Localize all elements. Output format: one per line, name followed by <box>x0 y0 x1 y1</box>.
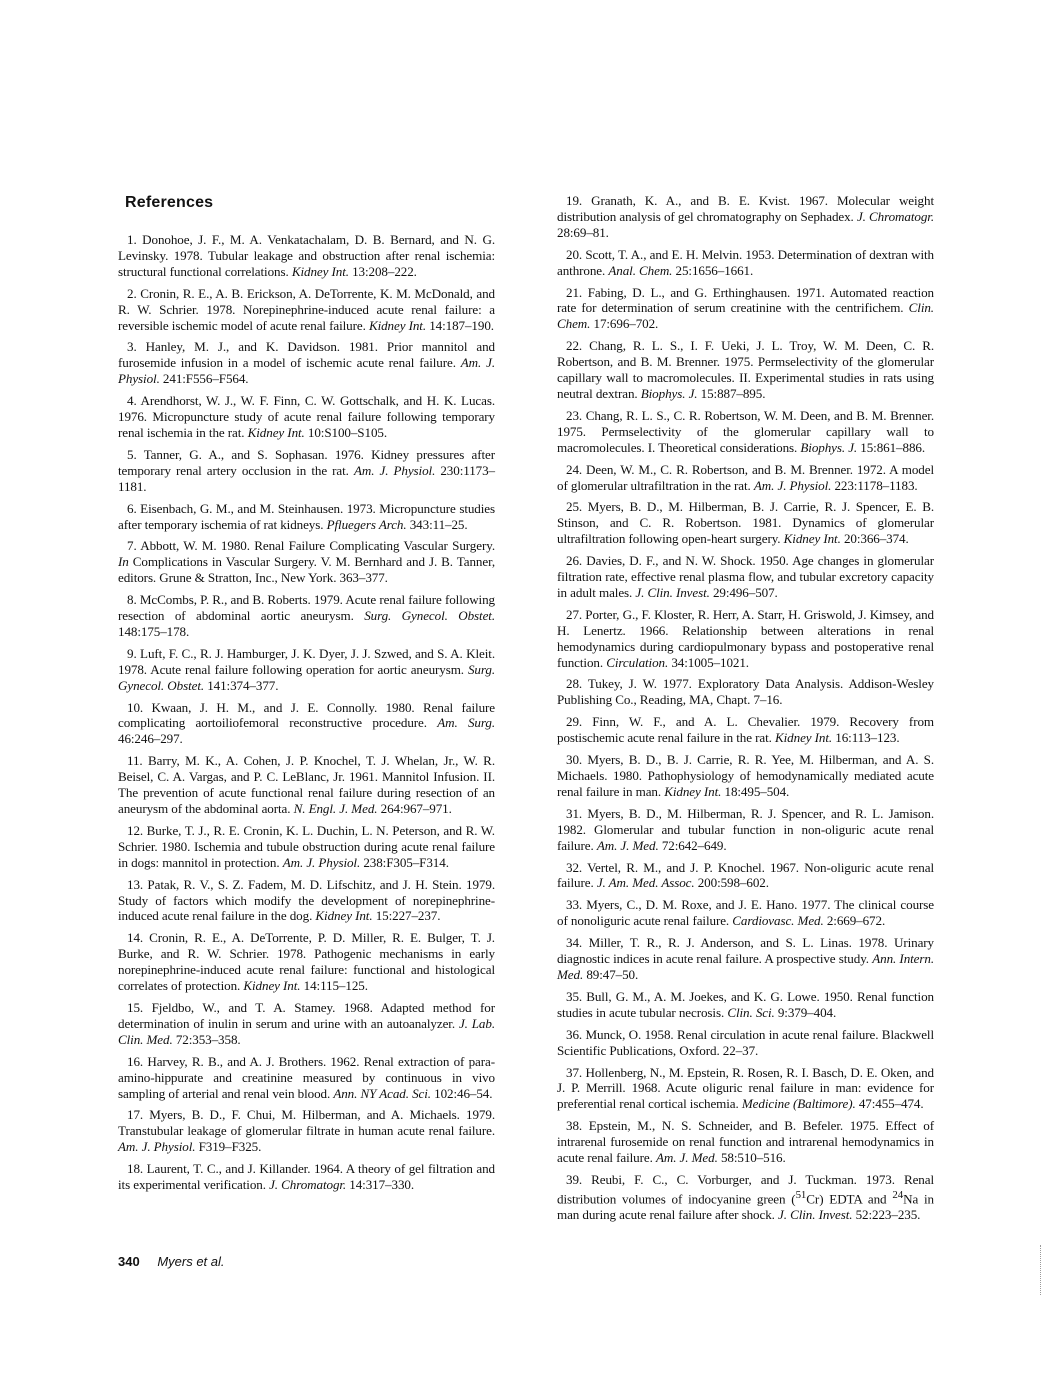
references-heading: References <box>125 194 214 211</box>
reference-text: 8. McCombs, P. R., and B. Roberts. 1979. Acute renal failure following resection of abdominal aortic aneurysm. <box>118 592 495 624</box>
reference-text: Na in man during acute renal failure after shock. <box>557 1191 935 1223</box>
reference-journal: Surg. Gynecol. Obstet. <box>364 608 495 624</box>
reference-citation: 264:967–971. <box>377 801 452 816</box>
reference-text: 4. Arendhorst, W. J., W. F. Finn, C. W. Gottschalk, and H. K. Lucas. 1976. Micropuncture study of acute renal failure following temporary renal ischemia in the rat. <box>118 393 495 440</box>
reference-text: 26. Davies, D. F., and N. W. Shock. 1950. Age changes in glomerular filtration rate, effective renal plasma flow, and tubular excretory capacity in adult males. <box>557 553 934 600</box>
reference-citation: 102:46–54. <box>430 1085 493 1101</box>
reference-text: 11. Barry, M. K., A. Cohen, J. P. Knochel, T. J. Whelan, Jr., W. R. Beisel, C. A. Vargas, and P. C. LeBlanc, Jr. 1961. Mannitol Infusion. II. The prevention of acute functional renal failure during resection of an aneurysm of the abdominal aorta. <box>118 753 495 816</box>
reference-citation: 15:861–886. <box>857 439 926 455</box>
reference-text: 25. Myers, B. D., M. Hilberman, B. J. Carrie, R. J. Spencer, E. B. Stinson, and C. R. Robertson. 1981. Dynamics of glomerular ultrafiltration following open-heart surgery. <box>557 499 934 547</box>
reference-journal: Am. J. Med. <box>596 837 659 853</box>
reference-citation: 17:696–702. <box>590 316 659 332</box>
reference-text: 20. Scott, T. A., and E. H. Melvin. 1953. Determination of dextran with anthrone. <box>557 246 934 278</box>
reference-item <box>118 1054 495 1102</box>
reference-citation: 9:379–404. <box>774 1004 837 1020</box>
reference-item <box>118 646 495 694</box>
reference-citation: 230:1173–1181. <box>118 462 495 494</box>
reference-citation: 141:374–377. <box>204 677 279 693</box>
reference-item <box>557 1172 934 1223</box>
reference-citation: 46:246–297. <box>118 731 183 747</box>
reference-item <box>118 823 495 871</box>
reference-item <box>118 930 495 994</box>
reference-journal: Am. J. Physiol. <box>353 462 436 478</box>
reference-item <box>557 897 934 929</box>
reference-journal: Am. J. Physiol. <box>753 477 832 493</box>
reference-journal: Clin. Chem. <box>557 300 934 332</box>
references-column-right <box>557 193 934 1229</box>
reference-item <box>557 1065 934 1113</box>
reference-item <box>118 1107 495 1155</box>
reference-journal: J. Chromatogr. <box>856 208 935 224</box>
reference-text: 3. Hanley, M. J., and K. Davidson. 1981. Prior mannitol and furosemide infusion in a model of ischemic acute renal failure. <box>118 339 495 371</box>
reference-item <box>118 501 495 533</box>
reference-journal: J. Chromatogr. <box>269 1177 347 1193</box>
scan-margin-mark <box>1040 1245 1042 1295</box>
reference-journal: Anal. Chem. <box>608 262 673 278</box>
reference-superscript: 24 <box>892 1188 904 1201</box>
reference-item <box>557 935 934 983</box>
reference-journal: Surg. Gynecol. Obstet. <box>118 661 495 693</box>
reference-journal: Kidney Int. <box>247 424 305 440</box>
reference-citation: 58:510–516. <box>717 1150 786 1166</box>
reference-journal: Ann. Intern. Med. <box>557 951 935 982</box>
reference-text: 23. Chang, R. L. S., C. R. Robertson, W. M. Deen, and B. M. Brenner. 1975. Permselectivity of the glomerular capillary wall to macromolecules. I. Theoretical considerations. <box>557 407 934 455</box>
reference-citation: 2:669–672. <box>823 913 886 929</box>
reference-text: 13. Patak, R. V., S. Z. Fadem, M. D. Lifschitz, and J. H. Stein. 1979. Study of factors which modify the development of norepinephrine-induced acute renal failure in the dog. <box>118 876 495 924</box>
reference-citation: 14:187–190. <box>426 317 494 333</box>
reference-journal: Kidney Int. <box>783 531 841 547</box>
reference-item <box>118 1161 495 1193</box>
reference-text: 22. Chang, R. L. S., I. F. Ueki, J. L. Troy, W. M. Deen, C. R. Robertson, and B. M. Brenner. 1975. Permselectivity of the glomerular capillary wall to macromolecules. II. Experimental studies in rats using neutral dextran. <box>557 338 934 401</box>
reference-journal: Kidney Int. <box>291 263 349 279</box>
reference-journal: Kidney Int. <box>315 908 373 924</box>
reference-journal: Am. J. Physiol. <box>118 355 495 387</box>
reference-item <box>557 247 934 279</box>
reference-journal: Kidney Int. <box>664 783 722 799</box>
reference-text: 14. Cronin, R. E., A. DeTorrente, P. D. Miller, R. E. Bulger, T. J. Burke, and R. W. Schrier. 1978. Pathogenic mechanisms in early norepinephrine-induced acute renal failure: functional and histological correlates of protection. <box>118 930 495 994</box>
references-column-left <box>118 232 495 1199</box>
reference-journal: Am. J. Med. <box>655 1150 718 1166</box>
reference-journal: Am. Surg. <box>437 715 496 731</box>
reference-journal: Circulation. <box>606 654 669 670</box>
reference-citation: 343:11–25. <box>406 516 468 532</box>
reference-text: 2. Cronin, R. E., A. B. Erickson, A. DeTorrente, K. M. McDonald, and R. W. Schrier. 1978. Norepinephrine-induced acute renal failure: a reversible ischemic model of acute renal failure. <box>118 285 495 333</box>
page-footer <box>118 1254 225 1269</box>
reference-text: 30. Myers, B. D., B. J. Carrie, R. R. Yee, M. Hilberman, and A. S. Michaels. 1980. Pathophysiology of hemodynamically mediated acute renal failure in man. <box>557 752 934 799</box>
reference-item <box>557 1118 934 1166</box>
page-number: 340 <box>118 1254 140 1269</box>
reference-citation: 25:1656–1661. <box>672 262 754 278</box>
reference-text: 33. Myers, C., D. M. Roxe, and J. E. Hano. 1977. The clinical course of nonoliguric acute renal failure. <box>557 897 934 929</box>
reference-text: 31. Myers, B. D., M. Hilberman, R. J. Spencer, and R. L. Jamison. 1982. Glomerular and tubular function in non-oliguric acute renal failure. <box>557 805 934 853</box>
reference-citation: 20:366–374. <box>840 531 909 547</box>
reference-journal: Kidney Int. <box>775 730 833 746</box>
reference-citation: 148:175–178. <box>118 623 190 639</box>
reference-citation: 89:47–50. <box>583 966 639 982</box>
reference-citation: 52:223–235. <box>852 1207 921 1223</box>
reference-journal: J. Clin. Invest. <box>635 584 710 600</box>
reference-item <box>118 700 495 748</box>
running-authors: Myers et al. <box>157 1254 225 1269</box>
reference-journal: Ann. NY Acad. Sci. <box>333 1085 431 1101</box>
reference-text: Cr) EDTA and <box>806 1191 893 1207</box>
reference-citation: 16:113–123. <box>832 730 900 746</box>
reference-item <box>557 193 934 241</box>
reference-item <box>118 753 495 817</box>
reference-item <box>557 338 934 402</box>
reference-text: 18. Laurent, T. C., and J. Killander. 1964. A theory of gel filtration and its experimental verification. <box>118 1161 495 1193</box>
reference-item <box>557 553 934 601</box>
reference-text: 7. Abbott, W. M. 1980. Renal Failure Complicating Vascular Surgery. <box>127 538 495 554</box>
reference-text: 32. Vertel, R. M., and J. P. Knochel. 1967. Non-oliguric acute renal failure. <box>557 859 934 891</box>
reference-text: 35. Bull, G. M., A. M. Joekes, and K. G. Lowe. 1950. Renal function studies in acute tubular necrosis. <box>557 988 934 1020</box>
reference-item <box>557 607 934 671</box>
reference-citation: 28:69–81. <box>557 224 609 240</box>
reference-citation: 223:1178–1183. <box>831 477 918 493</box>
reference-citation: F319–F325. <box>195 1139 262 1155</box>
reference-item <box>118 286 495 334</box>
reference-journal: In <box>118 554 129 570</box>
reference-journal: Kidney Int. <box>243 978 301 994</box>
reference-journal: N. Engl. J. Med. <box>293 801 378 816</box>
reference-text: 5. Tanner, G. A., and S. Sophasan. 1976. Kidney pressures after temporary renal artery occlusion in the rat. <box>118 446 495 478</box>
reference-text: 19. Granath, K. A., and B. E. Kvist. 1967. Molecular weight distribution analysis of gel chromatography on Sephadex. <box>557 193 934 224</box>
reference-citation: 15:887–895. <box>697 385 766 401</box>
reference-item <box>118 592 495 640</box>
reference-journal: Cardiovasc. Med. <box>732 913 824 929</box>
reference-item <box>118 232 495 280</box>
reference-journal: Biophys. J. <box>640 385 698 401</box>
reference-text: 21. Fabing, D. L., and G. Erthinghausen. 1971. Automated reaction rate for determination of serum creatinine with the centrifichem. <box>557 284 934 316</box>
reference-text: 1. Donohoe, J. F., M. A. Venkatachalam, D. B. Bernard, and N. G. Levinsky. 1978. Tubular leakage and obstruction after renal ischemia: structural functional correlations. <box>118 232 495 279</box>
reference-item <box>557 408 934 456</box>
reference-item <box>557 676 934 708</box>
reference-item <box>557 714 934 746</box>
reference-citation: 47:455–474. <box>855 1096 924 1112</box>
reference-citation: Complications in Vascular Surgery. V. M. Bernhard and J. B. Tanner, editors. Grune & Stratton, Inc., New York. 363–377. <box>118 554 495 586</box>
reference-citation: 10:S100–S105. <box>304 424 388 440</box>
reference-citation: 72:353–358. <box>172 1031 241 1047</box>
reference-item <box>118 1000 495 1048</box>
reference-journal: Am. J. Physiol. <box>282 854 361 870</box>
reference-citation: 200:598–602. <box>694 875 769 891</box>
reference-text: 29. Finn, W. F., and A. L. Chevalier. 1979. Recovery from postischemic acute renal failure in the rat. <box>557 714 934 746</box>
reference-journal: J. Clin. Invest. <box>778 1207 853 1223</box>
reference-item <box>118 538 495 586</box>
reference-citation: 14:115–125. <box>300 978 368 994</box>
reference-item <box>557 860 934 892</box>
reference-item <box>118 339 495 387</box>
reference-citation: 34:1005–1021. <box>668 654 749 670</box>
reference-item <box>118 877 495 925</box>
reference-citation: 18:495–504. <box>721 783 790 799</box>
reference-citation: 13:208–222. <box>348 263 417 279</box>
reference-citation: 72:642–649. <box>658 837 727 853</box>
reference-citation: 241:F556–F564. <box>159 371 249 387</box>
reference-item <box>557 462 934 494</box>
reference-citation: 14:317–330. <box>346 1177 415 1193</box>
reference-superscript: 51 <box>795 1188 807 1201</box>
reference-text: 34. Miller, T. R., R. J. Anderson, and S. L. Linas. 1978. Urinary diagnostic indices in acute renal failure. A prospective study. <box>557 935 934 967</box>
reference-item <box>557 285 934 333</box>
reference-item <box>557 752 934 800</box>
reference-journal: Biophys. J. <box>800 439 858 455</box>
reference-text: 9. Luft, F. C., R. J. Hamburger, J. K. Dyer, J. J. Szwed, and S. A. Kleit. 1978. Acute renal failure following operation for aortic aneurysm. <box>118 645 495 677</box>
reference-text: 28. Tukey, J. W. 1977. Exploratory Data Analysis. Addison-Wesley Publishing Co., Reading, MA, Chapt. 7–16. <box>557 676 934 708</box>
reference-text: 37. Hollenberg, N., M. Epstein, R. Rosen, R. I. Basch, D. E. Oken, and J. P. Merrill. 1968. Acute oliguric renal failure in man: evidence for preferential renal cortical ischemia. <box>557 1064 934 1112</box>
reference-journal: Clin. Sci. <box>727 1004 775 1020</box>
reference-citation: 15:227–237. <box>372 908 441 924</box>
reference-text: 16. Harvey, R. B., and A. J. Brothers. 1962. Renal extraction of para-amino-hippurate and creatinine measured by continuous in vivo sampling of arterial and renal vein blood. <box>118 1053 495 1101</box>
reference-item <box>557 989 934 1021</box>
reference-item <box>557 1027 934 1059</box>
reference-journal: Am. J. Physiol. <box>118 1139 196 1155</box>
reference-citation: 29:496–507. <box>709 584 778 600</box>
reference-text: 27. Porter, G., F. Kloster, R. Herr, A. Starr, H. Griswold, J. Kimsey, and H. Lenertz. 1966. Relationship between alterations in renal hemodynamics during cardiopulmonary bypass and postoperative renal function. <box>557 606 934 670</box>
reference-journal: Kidney Int. <box>368 317 427 333</box>
reference-item <box>118 447 495 495</box>
reference-journal: J. Am. Med. Assoc. <box>596 875 695 891</box>
reference-journal: J. Lab. Clin. Med. <box>118 1015 495 1047</box>
reference-text: 15. Fjeldbo, W., and T. A. Stamey. 1968. Adapted method for determination of inulin in serum and urine with an autoanalyzer. <box>118 999 495 1031</box>
reference-text: 6. Eisenbach, G. M., and M. Steinhausen. 1973. Micropuncture studies after temporary ischemia of rat kidneys. <box>118 500 495 532</box>
reference-text: 24. Deen, W. M., C. R. Robertson, and B. M. Brenner. 1972. A model of glomerular ultrafiltration in the rat. <box>557 461 934 493</box>
reference-text: 39. Reubi, F. C., C. Vorburger, and J. Tuckman. 1973. Renal distribution volumes of indocyanine green ( <box>557 1171 934 1207</box>
reference-text: 12. Burke, T. J., R. E. Cronin, K. L. Duchin, L. N. Peterson, and R. W. Schrier. 1980. Ischemia and tubule obstruction during acute renal failure in dogs: mannitol in protection. <box>118 822 495 870</box>
reference-journal: Pfluegers Arch. <box>326 516 407 532</box>
reference-journal: Medicine (Baltimore). <box>741 1096 856 1112</box>
reference-text: 36. Munck, O. 1958. Renal circulation in acute renal failure. Blackwell Scientific Publications, Oxford. 22–37. <box>557 1026 934 1058</box>
reference-item <box>118 393 495 441</box>
reference-item <box>557 806 934 854</box>
reference-text: 38. Epstein, M., N. S. Schneider, and B. Befeler. 1975. Effect of intrarenal furosemide on renal function and intrarenal hemodynamics in acute renal failure. <box>557 1118 934 1166</box>
reference-text: 10. Kwaan, J. H. M., and J. E. Connolly. 1980. Renal failure complicating aortoiliofemoral reconstructive procedure. <box>118 699 495 731</box>
reference-citation: 238:F305–F314. <box>360 854 449 870</box>
reference-item <box>557 499 934 547</box>
reference-text: 17. Myers, B. D., F. Chui, M. Hilberman, and A. Michaels. 1979. Transtubular leakage of glomerular filtrate in human acute renal failure. <box>118 1107 495 1139</box>
